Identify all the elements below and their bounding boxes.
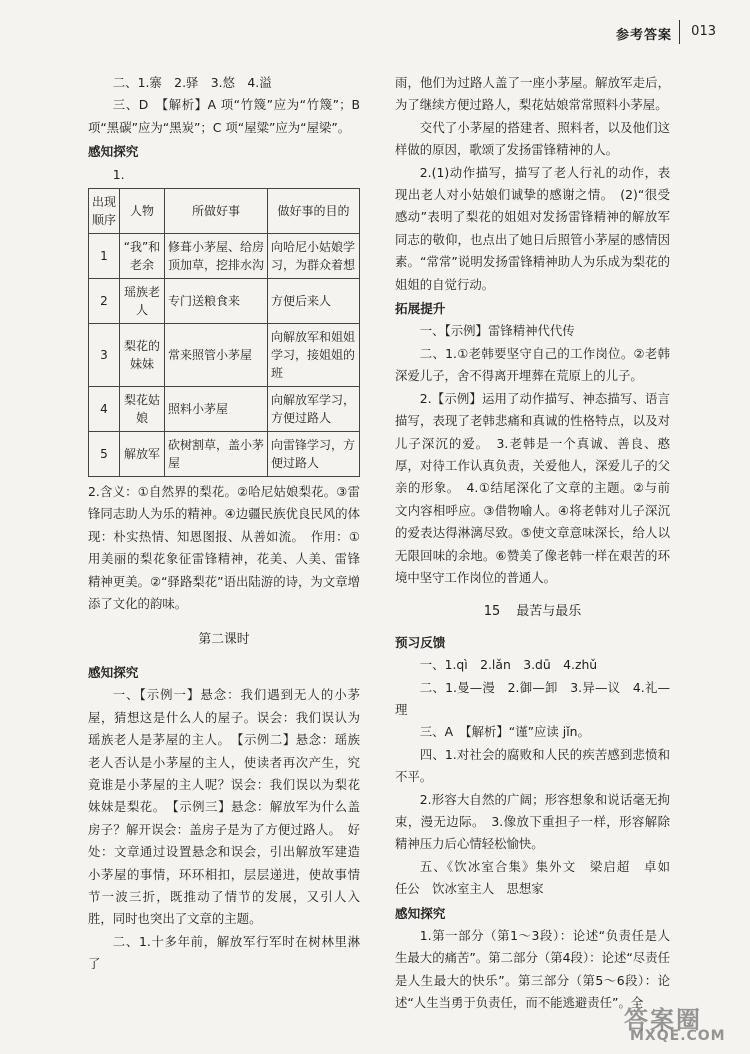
answer-paragraph: 二、1.①老韩要坚守自己的工作岗位。②老韩深爱儿子，舍不得离开埋葬在荒原上的儿子。 <box>395 345 670 384</box>
header-divider <box>679 20 680 44</box>
table-cell: 5 <box>89 432 120 477</box>
table-cell: 砍树割草，盖小茅屋 <box>165 432 268 477</box>
section-heading: 感知探究 <box>88 144 139 160</box>
table-header-row <box>89 189 360 234</box>
table-cell: 向哈尼小姑娘学习，为群众着想 <box>268 234 360 279</box>
answer-line: 一、【示例】雷锋精神代代传 <box>419 323 575 339</box>
left-column <box>88 72 360 976</box>
section-heading: 感知探究 <box>395 905 446 921</box>
table-header-cell: 所做好事 <box>165 189 268 234</box>
table-row <box>89 324 360 387</box>
answer-paragraph: 雨，他们为过路人盖了一座小茅屋。解放军走后，为了继续方便过路人，梨花姑娘常常照料小茅屋。 <box>395 75 670 113</box>
watermark-logo <box>620 1000 740 1044</box>
right-column <box>395 72 683 1015</box>
table-cell: 3 <box>89 324 120 387</box>
table-row <box>89 432 360 477</box>
table-cell: 1 <box>89 234 120 279</box>
answer-line: 三、A 【解析】“谨”应读 jǐn。 <box>419 724 590 740</box>
answer-line: 1. <box>112 166 125 182</box>
lesson-title <box>395 601 670 623</box>
answer-paragraph: 2.【示例】运用了动作描写、神态描写、语言描写，表现了老韩悲痛和真诚的性格特点，以及对儿子深沉的爱。 3.老韩是一个真诚、善良、憨厚，对待工作认真负责，关爱他人，深爱儿子的父亲的形象。 4.①结尾深化了文章的主题。②与前文内容相呼应。③借物喻人。④将老韩对儿子深沉的爱表达得淋漓尽致。⑤使文章意味深长，给人以无限回味的余地。⑥赞美了像老韩一样在艰苦的环境中坚守工作岗位的普通人。 <box>395 390 670 585</box>
answer-paragraph: 交代了小茅屋的搭建者、照料者，以及他们这样做的原因，歌颂了发扬雷锋精神的人。 <box>395 119 670 158</box>
table-header-cell: 做好事的目的 <box>268 189 360 234</box>
table-cell: 4 <box>89 387 120 432</box>
table-header-cell: 人物 <box>120 189 165 234</box>
table-row <box>89 234 360 279</box>
section-heading: 感知探究 <box>88 664 139 680</box>
answer-line: 二、1.十多年前，解放军行军时在树林里淋了 <box>88 933 360 972</box>
lesson-number: 15 <box>483 604 501 620</box>
header-title: 参考答案 <box>615 28 672 43</box>
page-number: 013 <box>691 24 716 39</box>
answer-paragraph: 四、1.对社会的腐败和人民的疾苦感到悲愤和不平。 <box>395 746 670 785</box>
table-cell: 瑶族老人 <box>120 279 165 324</box>
table-cell: 修葺小茅屋、给房顶加草，挖排水沟 <box>165 234 268 279</box>
answer-paragraph: 一、【示例一】悬念：我们遇到无人的小茅屋，猜想这是什么人的屋子。误会：我们误认为瑶族老人是茅屋的主人。 【示例二】悬念：瑶族老人否认是小茅屋的主人，使读者再次产生，究竟谁是小茅屋的主人呢？误会：我们误以为梨花妹妹是梨花。 【示例三】悬念：解放军为什么盖房子？解开误会：盖房子是为了方便过路人。 好处：文章通过设置悬念和误会，引出解放军建造小茅屋的事情，环环相扣，层层递进，使故事情节一波三折，既推动了情节的发展，又引人入胜，同时也突出了文章的主题。 <box>88 687 360 927</box>
answer-paragraph: 2.形容大自然的广阔；形容想象和说话毫无拘束，漫无边际。 3.像放下重担子一样，形容解除精神压力后心情轻松愉快。 <box>395 791 670 852</box>
section-heading: 预习反馈 <box>395 634 446 650</box>
answer-table <box>88 188 360 477</box>
table-cell: 方便后来人 <box>268 279 360 324</box>
watermark-url: MXQE.COM <box>630 1028 726 1044</box>
table-row <box>89 387 360 432</box>
answer-paragraph: 2.含义：①自然界的梨花。②哈尼姑娘梨花。③雷锋同志助人为乐的精神。④边疆民族优良民风的体现：朴实热情、知恩图报、从善如流。 作用：①用美丽的梨花象征雷锋精神，花美、人美、雷锋精神更美。②“驿路梨花”语出陆游的诗，为文章增添了文化的韵味。 <box>88 484 360 612</box>
table-cell: 梨花姑娘 <box>120 387 165 432</box>
page-header <box>0 20 750 50</box>
answer-line: 二、1.寨 2.驿 3.悠 4.溢 <box>112 75 272 90</box>
table-cell: 常来照管小茅屋 <box>165 324 268 387</box>
answer-paragraph: 1.第一部分（第1～3段）：论述“负责任是人生最大的痛苦”。第二部分（第4段）：论述“尽责任是人生最大的快乐”。第三部分（第5～6段）：论述“人生当勇于负责任，而不能逃避责任”。全 <box>395 928 670 1011</box>
table-cell: 照料小茅屋 <box>165 387 268 432</box>
watermark-glyph: 答案圈 <box>624 1006 702 1034</box>
section-heading: 拓展提升 <box>395 301 446 317</box>
table-cell: 向解放军和姐姐学习，接姐姐的班 <box>268 324 360 387</box>
lesson-name: 最苦与最乐 <box>516 604 582 620</box>
table-cell: 解放军 <box>120 432 165 477</box>
answer-line: 三、D 【解析】A 项“竹篾”应为“竹篾”；B 项“黑碳”应为“黑炭”；C 项“屋粱”应为“屋梁”。 <box>88 97 360 135</box>
table-cell: “我”和老余 <box>120 234 165 279</box>
table-cell: 向解放军学习，方便过路人 <box>268 387 360 432</box>
answer-paragraph: 五、《饮冰室合集》集外文 梁启超 卓如 任公 饮冰室主人 思想家 <box>395 858 683 897</box>
answer-line: 二、1.曼—漫 2.御—卸 3.异—议 4.礼—理 <box>395 679 670 717</box>
table-header-cell: 出现顺序 <box>89 189 120 234</box>
table-cell: 梨花的妹妹 <box>120 324 165 387</box>
table-cell: 向雷锋学习，方便过路人 <box>268 432 360 477</box>
answer-line: 一、1.qì 2.lǎn 3.dū 4.zhǔ <box>419 657 598 673</box>
table-row <box>89 279 360 324</box>
table-cell: 2 <box>89 279 120 324</box>
answer-paragraph: 2.(1)动作描写，描写了老人行礼的动作，表现出老人对小姑娘们诚挚的感谢之情。 (2)“很受感动”表明了梨花的姐姐对发扬雷锋精神的解放军同志的敬仰，也点出了她日后照管小茅屋的感情因素。“常常”说明发扬雷锋精神助人为乐成为梨花的姐姐的自觉行动。 <box>395 164 670 292</box>
table-cell: 专门送粮食来 <box>165 279 268 324</box>
class-title: 第二课时 <box>198 632 250 648</box>
